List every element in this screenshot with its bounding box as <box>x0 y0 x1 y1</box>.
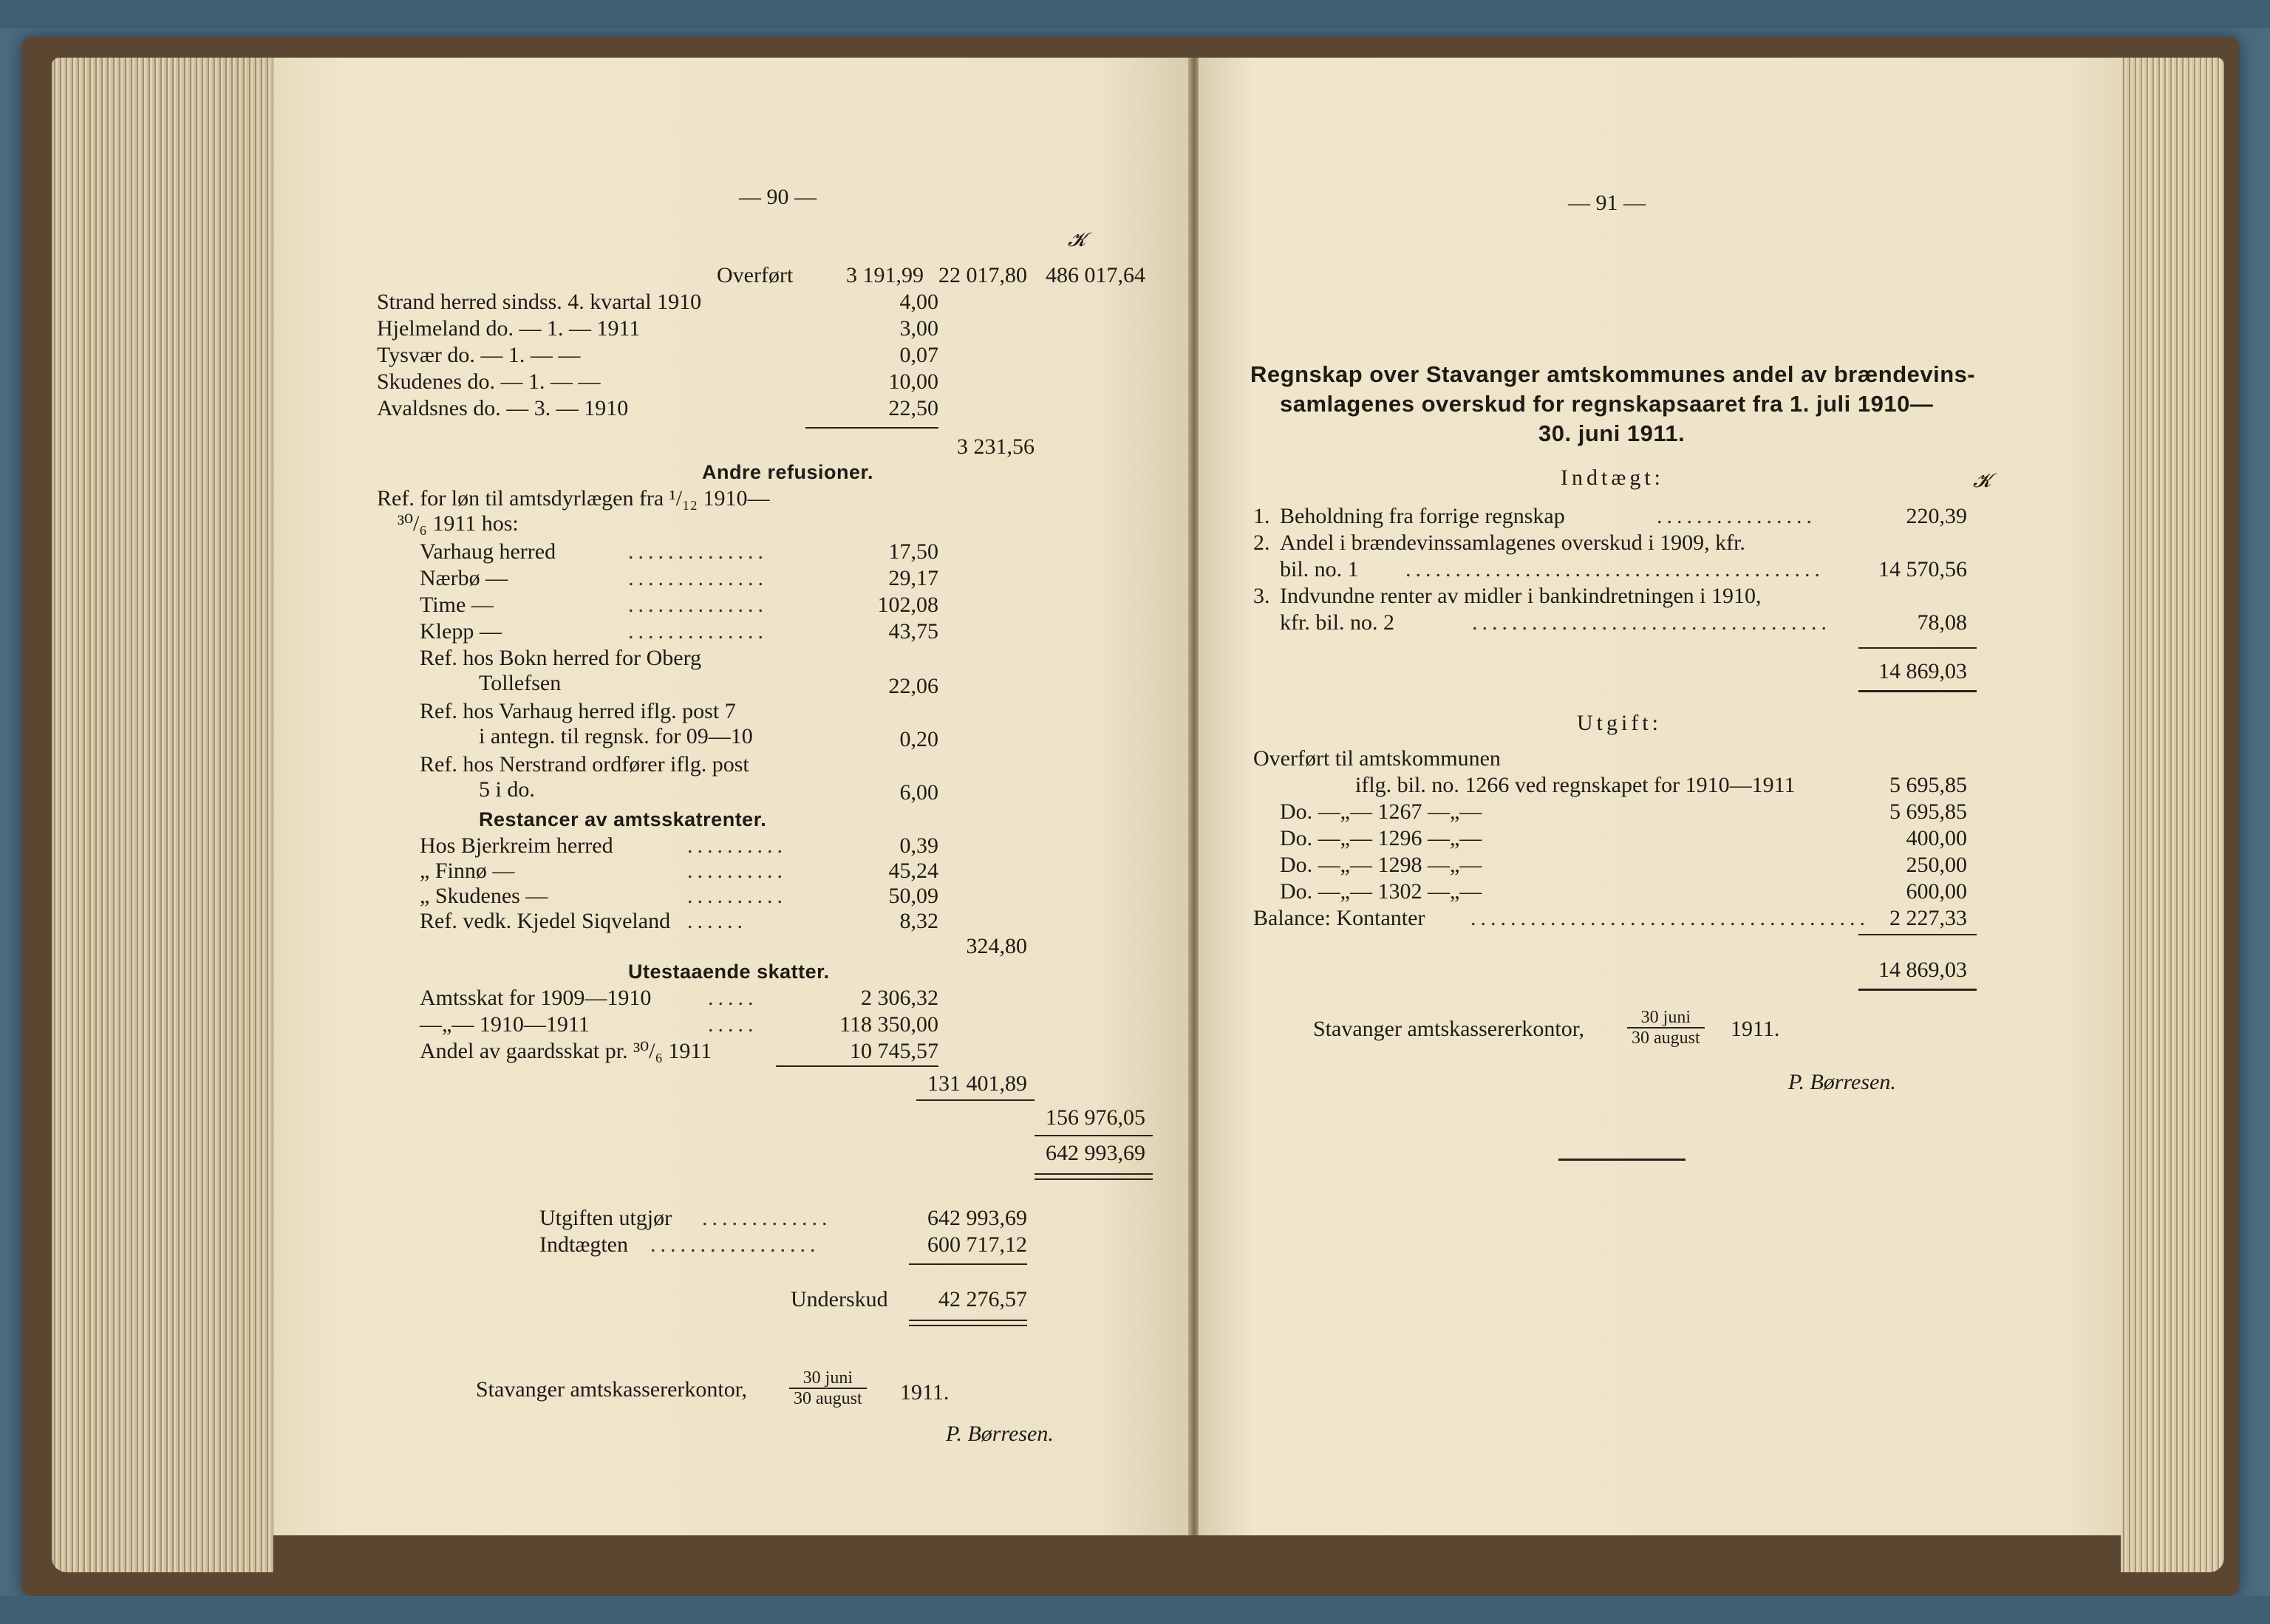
table-row-label: Amtsskat for 1909—1910 <box>420 986 652 1010</box>
income-text: bil. no. 1 <box>1280 557 1359 581</box>
income-total: 14 869,03 <box>1878 659 1967 683</box>
overfort-c3: 486 017,64 <box>1046 263 1145 287</box>
expense-value: 5 695,85 <box>1889 773 1967 797</box>
table-row-value: 2 306,32 <box>861 986 938 1010</box>
leader-dots: ..... <box>708 986 758 1010</box>
income-text: kfr. bil. no. 2 <box>1280 610 1394 635</box>
table-row-label: Klepp — <box>420 619 502 644</box>
expense-label: Balance: Kontanter <box>1253 906 1425 930</box>
income-heading: Indtægt: <box>1561 465 1665 490</box>
title-line-3: 30. juni 1911. <box>1538 420 1686 446</box>
page-91 <box>1199 58 2122 1535</box>
andre-intro-1: Ref. for løn til amtsdyrlægen fra ¹/₁₂ 1910— <box>377 486 770 511</box>
table-row-label: Skudenes do. — 1. — — <box>377 369 601 394</box>
signature-place: Stavanger amtskassererkontor, <box>1313 1017 1585 1041</box>
signature-year: 1911. <box>1731 1017 1780 1041</box>
table-row-label: Avaldsnes do. — 3. — 1910 <box>377 396 629 420</box>
table-row-value: 17,50 <box>888 539 938 564</box>
currency-mark: 𝓚 <box>1973 470 1991 491</box>
grand-total: 642 993,69 <box>1046 1141 1145 1165</box>
overfort-c1: 3 191,99 <box>846 263 924 287</box>
signature: P. Børresen. <box>946 1422 1054 1446</box>
expense-label: Do. —„— 1302 —„— <box>1280 879 1482 904</box>
nerstrand-line-2: 5 i do. <box>479 777 535 802</box>
table-row-label: Tysvær do. — 1. — — <box>377 343 581 367</box>
income-text: Indvundne renter av midler i bankindretningen i 1910, <box>1280 584 1762 608</box>
leader-dots: .......... <box>687 833 787 858</box>
income-text: Beholdning fra forrige regnskap <box>1280 504 1565 528</box>
nerstrand-value: 6,00 <box>899 780 938 805</box>
bokn-value: 22,06 <box>888 674 938 698</box>
leader-dots: .......... <box>687 884 787 908</box>
income-number: 2. <box>1253 530 1270 555</box>
income-text: Andel i brændevinssamlagenes overskud i 1909, kfr. <box>1280 530 1745 555</box>
table-row-value: 45,24 <box>888 859 938 883</box>
table-row-value: 3,00 <box>899 316 938 341</box>
indtaegten-value: 600 717,12 <box>927 1232 1027 1257</box>
table-row-value: 50,09 <box>888 884 938 908</box>
signature-year: 1911. <box>900 1380 950 1405</box>
expense-value: 400,00 <box>1906 826 1967 850</box>
income-value: 220,39 <box>1906 504 1967 528</box>
underskud-label: Underskud <box>791 1287 888 1311</box>
expense-label: Do. —„— 1298 —„— <box>1280 853 1482 877</box>
scanner-bar-top <box>0 0 2270 28</box>
table-row-value: 29,17 <box>888 566 938 590</box>
page-number: — 90 — <box>739 185 817 209</box>
income-value: 78,08 <box>1917 610 1967 635</box>
table-row-label: Nærbø — <box>420 566 508 590</box>
leader-dots: .......................................... <box>1405 557 1824 581</box>
table-row-label: Time — <box>420 593 494 617</box>
subtotal-4: 156 976,05 <box>1046 1105 1145 1130</box>
table-row-value: 4,00 <box>899 290 938 314</box>
expense-label: iflg. bil. no. 1266 ved regnskapet for 1910—1911 <box>1355 773 1796 797</box>
leader-dots: .............. <box>628 593 768 617</box>
table-row-label: „ Finnø — <box>420 859 515 883</box>
expense-value: 250,00 <box>1906 853 1967 877</box>
income-number: 3. <box>1253 584 1270 608</box>
signature: P. Børresen. <box>1788 1070 1896 1094</box>
indtaegten-label: Indtægten <box>539 1232 628 1257</box>
subtotal-1: 3 231,56 <box>957 434 1035 459</box>
table-row-value: 8,32 <box>899 909 938 933</box>
table-row-value: 0,07 <box>899 343 938 367</box>
page-edges-left <box>52 58 273 1572</box>
varhaug-line-2: i antegn. til regnsk. for 09—10 <box>479 724 753 748</box>
andre-heading: Andre refusioner. <box>702 461 874 483</box>
leader-dots: ..... <box>708 1012 758 1037</box>
leader-dots: .......... <box>687 859 787 883</box>
table-row-label: Hos Bjerkreim herred <box>420 833 613 858</box>
income-value: 14 570,56 <box>1878 557 1967 581</box>
scanner-bar-bottom <box>0 1596 2270 1624</box>
table-row-value: 10 745,57 <box>850 1039 938 1063</box>
table-row-value: 10,00 <box>888 369 938 394</box>
overfort-c2: 22 017,80 <box>938 263 1027 287</box>
table-row-value: 43,75 <box>888 619 938 644</box>
leader-dots: ...... <box>687 909 747 933</box>
subtotal-3: 131 401,89 <box>927 1071 1027 1096</box>
table-row-value: 0,39 <box>899 833 938 858</box>
bokn-line-1: Ref. hos Bokn herred for Oberg <box>420 646 702 670</box>
underskud-value: 42 276,57 <box>938 1287 1027 1311</box>
table-row-label: Hjelmeland do. — 1. — 1911 <box>377 316 641 341</box>
expense-label: Do. —„— 1296 —„— <box>1280 826 1482 850</box>
title-line-2: samlagenes overskud for regnskapsaaret fra 1. juli 1910— <box>1280 391 1934 417</box>
leader-dots: ................ <box>1657 504 1816 528</box>
expense-value: 600,00 <box>1906 879 1967 904</box>
overfort-label: Overført <box>717 263 794 287</box>
table-row-label: Ref. vedk. Kjedel Siqveland <box>420 909 671 933</box>
table-row-label: „ Skudenes — <box>420 884 548 908</box>
table-row-label: Strand herred sindss. 4. kvartal 1910 <box>377 290 702 314</box>
utgiften-label: Utgiften utgjør <box>539 1206 672 1230</box>
bokn-line-2: Tollefsen <box>479 671 562 695</box>
page-edges-right <box>2121 58 2224 1572</box>
table-row-label: —„— 1910—1911 <box>420 1012 590 1037</box>
nerstrand-line-1: Ref. hos Nerstrand ordfører iflg. post <box>420 752 749 777</box>
income-number: 1. <box>1253 504 1270 528</box>
signature-date-fraction: 30 juni 30 august <box>1627 1008 1705 1048</box>
utestaaende-heading: Utestaaende skatter. <box>628 961 830 983</box>
leader-dots: ........................................ <box>1470 906 1869 930</box>
leader-dots: .............. <box>628 619 768 644</box>
leader-dots: .............. <box>628 539 768 564</box>
varhaug-line-1: Ref. hos Varhaug herred iflg. post 7 <box>420 699 736 723</box>
table-row-value: 102,08 <box>877 593 938 617</box>
expense-label: Do. —„— 1267 —„— <box>1280 799 1482 824</box>
currency-mark: 𝓚 <box>1068 229 1086 250</box>
table-row-label: Andel av gaardsskat pr. ³⁰/₆ 1911 <box>420 1039 712 1063</box>
end-rule <box>1558 1159 1686 1161</box>
leader-dots: .................................... <box>1472 610 1831 635</box>
page-90: — 90 — 𝓚 Overført 3 191,99 22 017,80 486 017,64 Strand herred sindss. 4. kvartal 1910 4,00 Hjelmeland do. — 1. — 1911 3,00 Tysvær do. — 1. — — 0,07 Skudenes do. — 1. — — 10,00 Avaldsnes do. — 3. — 1910 22,50 3 231,56 Andre refusioner. Ref. for løn til amtsdyrlægen fra ¹/₁₂ 1910— ³⁰/₆ 1911 hos: Varhaug herred .............. 17,50 Nærbø — .............. 29,17 Time — .............. 102,08 Klepp — .............. 43,75 Ref. hos Bokn herred for Oberg Tollefsen 22,06 Ref. hos Varhaug herred iflg. post 7 i antegn. til regnsk. for 09—10 0,20 Ref. hos Nerstrand ordfører iflg. post 5 i do. 6,00 Restancer av amtsskatrenter. Hos Bjerkreim herred .......... 0,39 „ Finnø — .......... 45,24 „ Skudenes — .......... 50,09 Ref. vedk. Kjedel Siqveland ...... 8,32 324,80 Utestaaende skatter. Amtsskat for 1909—1910 ..... 2 306,32 —„— 1910—1911 ..... 118 350,00 Andel av gaardsskat pr. ³⁰/₆ 1911 10 745,57 131 401,89 156 976,05 642 993,69 Utgiften utgjør ............. 642 993,69 Indtægten ................. 600 717,12 Underskud 42 276,57 Stavanger amtskassererkontor, 30 juni 30 august 1911. P. Børresen. <box>273 58 1190 1535</box>
table-row-label: Varhaug herred <box>420 539 556 564</box>
page-number: — 91 — <box>1568 191 1646 215</box>
title-line-1: Regnskap over Stavanger amtskommunes andel av brændevins- <box>1250 361 1976 387</box>
signature-date-fraction: 30 juni 30 august <box>789 1368 867 1408</box>
expense-value: 2 227,33 <box>1889 906 1967 930</box>
expense-heading: Utgift: <box>1577 711 1662 735</box>
signature-place: Stavanger amtskassererkontor, <box>476 1377 748 1402</box>
restancer-heading: Restancer av amtsskatrenter. <box>479 808 767 830</box>
table-row-value: 118 350,00 <box>839 1012 938 1037</box>
table-row-value: 22,50 <box>888 396 938 420</box>
expense-total: 14 869,03 <box>1878 958 1967 982</box>
subtotal-2: 324,80 <box>966 934 1027 958</box>
andre-intro-2: ³⁰/₆ 1911 hos: <box>398 511 519 536</box>
expense-intro: Overført til amtskommunen <box>1253 746 1501 771</box>
varhaug-value: 0,20 <box>899 727 938 751</box>
expense-value: 5 695,85 <box>1889 799 1967 824</box>
utgiften-value: 642 993,69 <box>927 1206 1027 1230</box>
leader-dots: .............. <box>628 566 768 590</box>
